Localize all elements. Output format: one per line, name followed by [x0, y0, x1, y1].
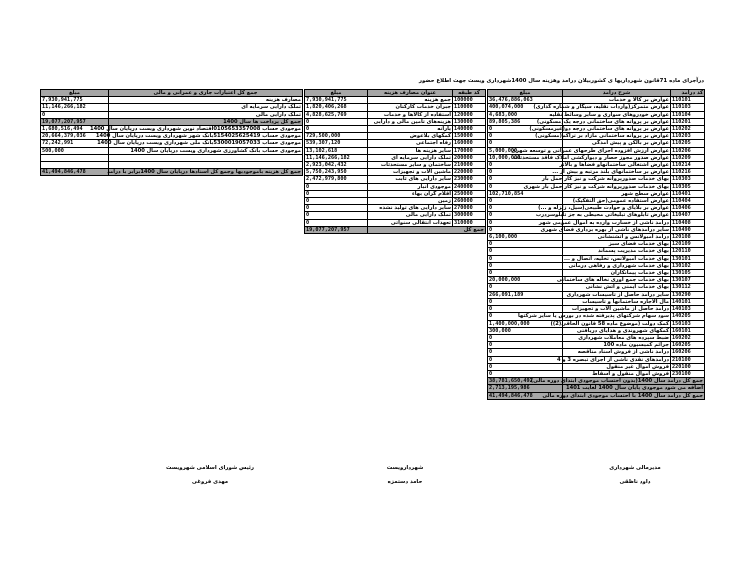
signature-mayor-name: حامد دستمزه [387, 479, 423, 485]
balance-desc-cell: جمع کل هزینه باموجودیها وجمع کل اسنادها درپایان سال 1400برابر با درآمد [107, 169, 301, 176]
balance-desc-cell [109, 154, 303, 161]
report-title: درآجرای ماده 71قانون شهرداریها ی کشوربیلان درامد وهزینه سال 1400شهرداری ویست جهت اطلاع حضور [418, 78, 704, 84]
revenue-row [488, 363, 705, 370]
revenue-row [488, 270, 705, 277]
revenue-amount-cell: 0 [488, 270, 563, 277]
revenue-row [488, 234, 705, 241]
revenue-code-cell: 110206 [671, 147, 705, 154]
expense-row [305, 162, 486, 169]
expense-code-cell: 260000 [453, 198, 486, 205]
revenue-desc-cell: بهای خدمات جمع آوری نخاله های ساختمانی [556, 277, 669, 284]
revenue-code-header: کد درآمد [671, 90, 705, 97]
revenue-row [488, 313, 705, 320]
expense-amount-cell: 13,102,618 [305, 147, 368, 154]
balance-desc-cell [109, 162, 303, 169]
signature-finance-name: داود ناظقی [619, 479, 651, 485]
revenue-row [488, 327, 705, 334]
expense-row [305, 212, 486, 219]
revenue-code-cell: 110404 [671, 198, 705, 205]
expense-table [304, 89, 486, 234]
expense-amount-cell: 2,472,979,800 [305, 176, 368, 183]
revenue-row [488, 262, 705, 269]
revenue-desc-cell: سایر درآمد حاصل از تاسیسات شهرداری [563, 291, 671, 298]
expense-code-cell: 210000 [453, 162, 486, 169]
balance-row [41, 147, 303, 154]
revenue-code-cell: 110202 [671, 126, 705, 133]
revenue-code-cell: 110406 [671, 205, 705, 212]
revenue-code-cell: 110205 [671, 140, 705, 147]
revenue-desc-cell: سایر درآمدهای ناشی از بهره برداری فضای شهری [540, 226, 669, 233]
balance-row [41, 133, 303, 140]
revenue-amount-cell: 300,000 [488, 327, 563, 334]
revenue-code-cell: 130107 [671, 277, 705, 284]
revenue-amount-cell: 0 [488, 255, 563, 262]
balance-amount-cell: 72,242,991 [41, 140, 109, 147]
expense-row [305, 97, 486, 104]
revenue-desc-cell: مال الاجاره ساختمانها و تاسیسات [563, 298, 671, 305]
balance-row [41, 162, 303, 169]
revenue-code-cell: 150103 [671, 320, 705, 327]
revenue-code-cell: 110490 [671, 226, 705, 233]
revenue-code-cell: 110104 [671, 111, 705, 118]
revenue-code-cell: 110201 [671, 118, 705, 125]
revenue-code-cell: 210100 [671, 356, 705, 363]
revenue-desc-cell: کمکهای شهروندی و هدایای دریافتی [563, 327, 671, 334]
revenue-desc-cell: بهای خدمات شهرداری و رفاهی درمانی [563, 262, 671, 269]
revenue-row [488, 248, 705, 255]
revenue-amount-cell: 0 [488, 133, 563, 140]
revenue-amount-cell: 0 [488, 363, 563, 370]
revenue-amount-cell: 0 [488, 370, 563, 377]
expense-total-label: جمع کل [368, 226, 486, 233]
revenue-total-amount: 38,781,650,492 [488, 378, 563, 385]
expense-code-cell: 240000 [453, 183, 486, 190]
revenue-amount-cell: 0 [488, 342, 563, 349]
expense-row [305, 118, 486, 125]
revenue-code-cell: 110407 [671, 212, 705, 219]
revenue-row [488, 140, 705, 147]
balance-header-row [41, 90, 303, 97]
revenue-row [488, 277, 705, 284]
expense-code-cell: 100000 [453, 97, 486, 104]
revenue-total-label: جمع کل درآمد سال 1400(بدون احتساب موجودی ابتدای دوره مالی) [530, 378, 703, 385]
revenue-amount-header: مبلغ [488, 90, 563, 97]
revenue-desc-cell: فروش اموال غیر منقول [563, 363, 671, 370]
revenue-desc-cell: عوارض استفاده عمومی(حق التفکیک) [563, 198, 671, 205]
expense-desc-cell: تملک دارایی مالی [368, 212, 453, 219]
revenue-row [488, 349, 705, 356]
revenue-desc-cell: کمک دولت (موضوع ماده 58 قانون الحاقی(2)) [550, 320, 669, 327]
revenue-code-cell: 160101 [671, 327, 705, 334]
revenue-row [488, 219, 705, 226]
expense-row [305, 154, 486, 161]
expense-total-amount: 19,077,207,957 [305, 226, 368, 233]
revenue-amount-cell: 0 [488, 284, 563, 291]
expense-amount-cell: 0 [305, 198, 368, 205]
revenue-row [488, 126, 705, 133]
revenue-desc-cell: عوارض بر کالا و خدمات [563, 97, 671, 104]
revenue-code-cell: 140101 [671, 298, 705, 305]
revenue-amount-cell: 0 [488, 262, 563, 269]
revenue-row [488, 212, 705, 219]
revenue-amount-cell: 0 [488, 162, 563, 169]
revenue-code-cell: 110305 [671, 183, 705, 190]
revenue-amount-cell: 20,000,000 [488, 277, 563, 284]
revenue-desc-cell: بهای خدمات آمبولانس، تخلیه، اتصال و ... [564, 255, 669, 262]
revenue-desc-cell: بهای خدمات پیمانکاران [563, 270, 671, 277]
revenue-amount-cell: 0 [488, 241, 563, 248]
revenue-desc-cell: درآمد ناشی از خسارت وارده به اموال عمومی شهر [538, 219, 669, 226]
revenue-row [488, 198, 705, 205]
revenue-row [488, 118, 705, 125]
revenue-amount-cell: 0 [488, 198, 563, 205]
expense-row [305, 147, 486, 154]
revenue-desc-cell: عوارض ارزش افزوده اجرای طرحهای عمرانی و توسعه شهری [511, 147, 669, 154]
revenue-amount-cell: 102,710,854 [488, 190, 563, 197]
expense-code-cell: 220000 [453, 169, 486, 176]
revenue-amount-cell: 0 [488, 356, 563, 363]
revenue-desc-cell: عوارض بر بلایای و حوادث طبیعی(سیل، زلزله و ...) [538, 205, 669, 212]
revenue-amount-cell: 5,000,000 [488, 147, 563, 154]
expense-code-cell: 200000 [453, 154, 486, 161]
balance-amount-cell [41, 162, 109, 169]
revenue-row [488, 183, 705, 190]
balance-row [41, 169, 303, 176]
expense-amount-cell: 5,750,243,950 [305, 169, 368, 176]
balance-desc-cell: موجودی حساب 0105653357008اقتصاد نوین شهرداری ویست درپایان سال 1400 [89, 126, 301, 133]
revenue-row [488, 255, 705, 262]
revenue-total-label: جمع کل درآمد سال 1400 با احتساب موجودی ابتدای دوره مالی [542, 392, 703, 399]
revenue-amount-cell: 89,805,386 [488, 118, 563, 125]
balance-row [41, 111, 303, 118]
balance-amount-cell [41, 154, 109, 161]
revenue-amount-cell: 0 [488, 176, 563, 183]
revenue-code-cell: 110103 [671, 104, 705, 111]
expense-desc-cell: ماشین آلات و تجهیزات [368, 169, 453, 176]
expense-code-cell: 300000 [453, 212, 486, 219]
balance-amount-cell: 41,494,846,478 [41, 169, 109, 176]
expense-code-cell: 250000 [453, 190, 486, 197]
revenue-code-cell: 130105 [671, 270, 705, 277]
revenue-code-cell: 120109 [671, 241, 705, 248]
expense-header-row [305, 90, 486, 97]
revenue-code-cell: 130112 [671, 284, 705, 291]
signature-council-role: رئیس شورای اسلامی شهرویست [166, 465, 254, 471]
revenue-desc-cell: عوارض بر پروانه های ساختمانی درجه دو(غیرمسکونی) [529, 126, 669, 133]
revenue-amount-cell: 0 [488, 212, 563, 219]
expense-row [305, 111, 486, 118]
revenue-amount-cell: 0 [488, 298, 563, 305]
revenue-row [488, 133, 705, 140]
balance-amount-cell: 11,146,266,182 [41, 104, 109, 111]
revenue-total-amount: 41,494,846,478 [488, 392, 563, 399]
expense-desc-header: عنوان مصارف هزینه [368, 90, 453, 97]
revenue-desc-cell: درآمد آمبولانس و آتشنشانی [563, 234, 671, 241]
revenue-code-cell: 140205 [671, 313, 705, 320]
expense-code-cell: 170000 [453, 147, 486, 154]
expense-desc-cell: تعهدات انتقالی سنواتی [368, 219, 453, 226]
revenue-amount-cell: 1,400,000,000 [488, 320, 563, 327]
revenue-row [488, 320, 705, 327]
revenue-code-cell: 110216 [671, 169, 705, 176]
revenue-amount-cell: 0 [488, 183, 563, 190]
revenue-desc-cell: جرائم کمیسیون ماده 100 [563, 342, 671, 349]
revenue-amount-cell: 0 [488, 334, 563, 341]
balance-desc-cell: جمع کل پرداخت ها سال 1400 [109, 118, 303, 125]
expense-desc-cell: یارانه [368, 126, 453, 133]
balance-row [41, 154, 303, 161]
revenue-desc-cell: بهای خدمات صدورپروانه شرکت و نیز کار حمل بار شهری [523, 183, 669, 190]
revenue-row [488, 241, 705, 248]
revenue-desc-cell: فروش اموال منقول و اسقاط [563, 370, 671, 377]
revenue-desc-cell: بهای خدمات مدیریت پسماند [563, 248, 671, 255]
revenue-row [488, 298, 705, 305]
revenue-code-cell: 120110 [671, 248, 705, 255]
expense-row [305, 104, 486, 111]
revenue-desc-cell: ضبط سپرده های معاملات شهرداری [563, 334, 671, 341]
revenue-row [488, 205, 705, 212]
expense-desc-cell: اقلام گران بهاء [368, 190, 453, 197]
revenue-desc-cell: بهای خدمات فضای سبز [563, 241, 671, 248]
expense-total-row [305, 226, 486, 233]
expense-amount-cell: 0 [305, 219, 368, 226]
revenue-code-cell: 110203 [671, 133, 705, 140]
balance-desc-cell: موجودی حساب بانک کشاورزی شهرداری ویست درپایان سال 1400 [109, 147, 303, 154]
revenue-amount-cell: 10,000,000 [488, 154, 563, 161]
revenue-desc-cell: عوارض سطح شهر [563, 190, 671, 197]
expense-row [305, 205, 486, 212]
expense-row [305, 190, 486, 197]
expense-code-cell: 130000 [453, 118, 486, 125]
expense-desc-cell: هزینه‌های تامین مالی و دارایی [368, 118, 453, 125]
expense-code-cell: 150000 [453, 133, 486, 140]
revenue-total-row [488, 392, 705, 399]
expense-code-cell: 140000 [453, 126, 486, 133]
expense-desc-cell: کمکهای بلاعوض [368, 133, 453, 140]
revenue-amount-cell: 36,476,886,063 [488, 97, 563, 104]
expense-row [305, 198, 486, 205]
expense-amount-cell: 539,307,120 [305, 140, 368, 147]
expense-amount-cell: 7,930,941,775 [305, 97, 368, 104]
revenue-row [488, 334, 705, 341]
expense-desc-cell: استفاده از کالاها و خدمات [368, 111, 453, 118]
revenue-amount-cell: 266,091,189 [488, 291, 563, 298]
balance-amount-cell: 500,000 [41, 147, 109, 154]
revenue-desc-cell: عوارض بر بالکن و پیش آمدگی [563, 140, 671, 147]
expense-amount-cell: 4,828,625,769 [305, 111, 368, 118]
revenue-total-label: اضافه می شود موجودی پایان سال 1400 لغایت 1401 [563, 385, 705, 392]
revenue-amount-cell: 0 [488, 248, 563, 255]
revenue-row [488, 147, 705, 154]
revenue-code-cell: 130101 [671, 255, 705, 262]
revenue-row [488, 162, 705, 169]
revenue-code-cell: 220100 [671, 363, 705, 370]
revenue-total-amount: 2,713,195,986 [488, 385, 563, 392]
revenue-code-cell: 110209 [671, 154, 705, 161]
revenue-amount-cell: 0 [488, 313, 563, 320]
balance-amount-cell: 7,930,941,775 [41, 97, 109, 104]
revenue-code-cell: 120108 [671, 234, 705, 241]
revenue-code-cell: 160205 [671, 342, 705, 349]
expense-amount-cell: 729,500,000 [305, 133, 368, 140]
balance-row [41, 140, 303, 147]
revenue-amount-cell: 0 [488, 219, 563, 226]
revenue-code-cell: 110101 [671, 97, 705, 104]
expense-amount-cell: 0 [305, 190, 368, 197]
revenue-desc-cell: عوارض اشتغالی ساختمانهاو فضاها و بالاتر [559, 162, 669, 169]
expense-code-cell: 120000 [453, 111, 486, 118]
expense-amount-cell: 0 [305, 205, 368, 212]
revenue-amount-cell: 0 [488, 226, 563, 233]
expense-desc-cell: ساختمان و سایر مستحدثات [368, 162, 453, 169]
revenue-code-cell: 160206 [671, 349, 705, 356]
revenue-row [488, 97, 705, 104]
expense-desc-cell: جبران خدمات کارکنان [368, 104, 453, 111]
expense-code-cell: 160000 [453, 140, 486, 147]
revenue-code-cell: 110401 [671, 190, 705, 197]
revenue-code-cell: 130290 [671, 291, 705, 298]
revenue-code-cell: 160202 [671, 334, 705, 341]
signature-finance-role: مدیرمالی شهرداری [609, 465, 661, 471]
revenue-desc-cell: درآمدهای نقدی ناشی از اجرای تبصره 3 و 4 [556, 356, 669, 363]
expense-code-cell: 230000 [453, 176, 486, 183]
balance-amount-header: مبلغ [41, 90, 109, 97]
revenue-amount-cell: 0 [488, 169, 563, 176]
revenue-amount-cell: 0 [488, 349, 563, 356]
expense-amount-cell: 0 [305, 183, 368, 190]
revenue-amount-cell: 0 [488, 205, 563, 212]
revenue-total-row [488, 378, 705, 385]
balance-row [41, 104, 303, 111]
expense-desc-cell: سایر هزینه ها [368, 147, 453, 154]
revenue-row [488, 111, 705, 118]
revenue-row [488, 284, 705, 291]
revenue-row [488, 356, 705, 363]
revenue-code-cell: 140103 [671, 306, 705, 313]
expense-code-cell: 310000 [453, 219, 486, 226]
expense-desc-cell: موجودی انبار [368, 183, 453, 190]
revenue-code-cell: 110303 [671, 176, 705, 183]
revenue-amount-cell: 4,683,000 [488, 111, 563, 118]
revenue-code-cell: 110408 [671, 219, 705, 226]
revenue-desc-cell: عوارض صدور مجوز حصار و دیوارکشی املاک فاقد مستحدثات [512, 154, 669, 161]
expense-row [305, 140, 486, 147]
balance-amount-cell: 1,680,516,494 [41, 126, 109, 133]
revenue-row [488, 176, 705, 183]
revenue-desc-cell: درآمد حاصل از ماشین آلات و تجهیزات [563, 306, 671, 313]
balance-desc-cell: موجودی حساب 5300019057033بانک ملی شهرداری ویست درپایان سال 1400 [97, 140, 301, 147]
revenue-amount-cell: 0 [488, 140, 563, 147]
revenue-desc-cell: درآمد ناشی از فروش اسناد مناقصه [563, 349, 671, 356]
expense-amount-cell: 0 [305, 212, 368, 219]
revenue-row [488, 291, 705, 298]
revenue-table [487, 89, 705, 400]
revenue-desc-cell: عوارض بر پروانه ساختمانی مازاد بر تراکم(مسکونی) [535, 133, 669, 140]
expense-desc-cell: سایر دارایی های ثابت [368, 176, 453, 183]
revenue-desc-cell: عوارض متمرکز(واردات نقلیه، سیگار و شماره گذاری) [533, 104, 669, 111]
revenue-code-cell: 230100 [671, 370, 705, 377]
revenue-row [488, 226, 705, 233]
revenue-row [488, 154, 705, 161]
expense-desc-cell: جمع هزینه [368, 97, 453, 104]
revenue-desc-cell: سود سهام شرکتهای پذیرفته شده در بورس یا سایر شرکتها [517, 313, 669, 320]
balance-desc-cell: مصارف هزینه [109, 97, 303, 104]
balance-row [41, 97, 303, 104]
revenue-row [488, 169, 705, 176]
revenue-header-row [488, 90, 705, 97]
revenue-desc-cell: عوارض خودروهای سواری و سایر وسائط نقلیه [549, 111, 669, 118]
expense-amount-cell: 0 [305, 118, 368, 125]
expense-amount-cell: 11,146,266,182 [305, 154, 368, 161]
expense-amount-cell: 1,820,406,268 [305, 104, 368, 111]
expense-amount-cell: 0 [305, 126, 368, 133]
expense-desc-cell: زمین [368, 198, 453, 205]
revenue-desc-header: شرح درآمد [563, 90, 671, 97]
signature-mayor-role: شهردارویست [386, 465, 424, 471]
revenue-total-row [488, 385, 705, 392]
expense-row [305, 176, 486, 183]
balance-amount-cell: 0 [41, 111, 109, 118]
balance-desc-cell: تملک دارایی سرمایه ای [109, 104, 303, 111]
balance-row [41, 118, 303, 125]
expense-amount-cell: 2,923,042,432 [305, 162, 368, 169]
expense-row [305, 183, 486, 190]
balance-desc-cell: موجودی حساب 5154025625419بانک شهر شهرداری ویست درپایان سال 1400 [95, 133, 301, 140]
revenue-row [488, 104, 705, 111]
revenue-code-cell: 130102 [671, 262, 705, 269]
expense-row [305, 169, 486, 176]
balance-table [40, 89, 303, 176]
revenue-row [488, 306, 705, 313]
revenue-amount-cell: 400,074,000 [488, 104, 563, 111]
expense-desc-cell: رفاه اجتماعی [368, 140, 453, 147]
revenue-code-cell: 110214 [671, 162, 705, 169]
expense-code-cell: 270000 [453, 205, 486, 212]
signature-council-name: مهدی فروغی [191, 479, 229, 485]
revenue-amount-cell: 6,100,000 [488, 234, 563, 241]
balance-amount-cell: 19,077,207,957 [41, 118, 109, 125]
revenue-desc-cell: عوارض بر ساختمانهای بلند مرتبه و بیش از ... [552, 169, 669, 176]
revenue-amount-cell: 0 [488, 126, 563, 133]
revenue-desc-cell: بهای خدمات ایمنی و آتش نشانی [563, 284, 671, 291]
revenue-amount-cell: 0 [488, 306, 563, 313]
revenue-row [488, 342, 705, 349]
expense-code-cell: 110000 [453, 104, 486, 111]
expense-desc-cell: سایر دارایی های تولید نشده [368, 205, 453, 212]
revenue-desc-cell: عوارض بر پروانه های ساختمانی درجه یک(مسکونی) [536, 118, 669, 125]
expense-desc-cell: تملک دارایی سرمایه ای [368, 154, 453, 161]
balance-amount-cell: 20,664,379,036 [41, 133, 109, 140]
expense-amount-header: مبلغ [305, 90, 368, 97]
expense-row [305, 219, 486, 226]
balance-desc-header: جمع کل اعتبارات جاری و عمرانی و مالی [109, 90, 303, 97]
expense-row [305, 126, 486, 133]
revenue-row [488, 190, 705, 197]
balance-desc-cell: تملک دارایی مالی [109, 111, 303, 118]
revenue-row [488, 370, 705, 377]
balance-row [41, 126, 303, 133]
revenue-desc-cell: عوارض تابلوهای تبلیغاتی محیطی به جز تابلوسردرب [535, 212, 669, 219]
expense-row [305, 133, 486, 140]
expense-code-header: کد طبقه [453, 90, 486, 97]
revenue-desc-cell: بهای خدمات صدورپروانه شرکت و نیز کار حمل بار [541, 176, 669, 183]
